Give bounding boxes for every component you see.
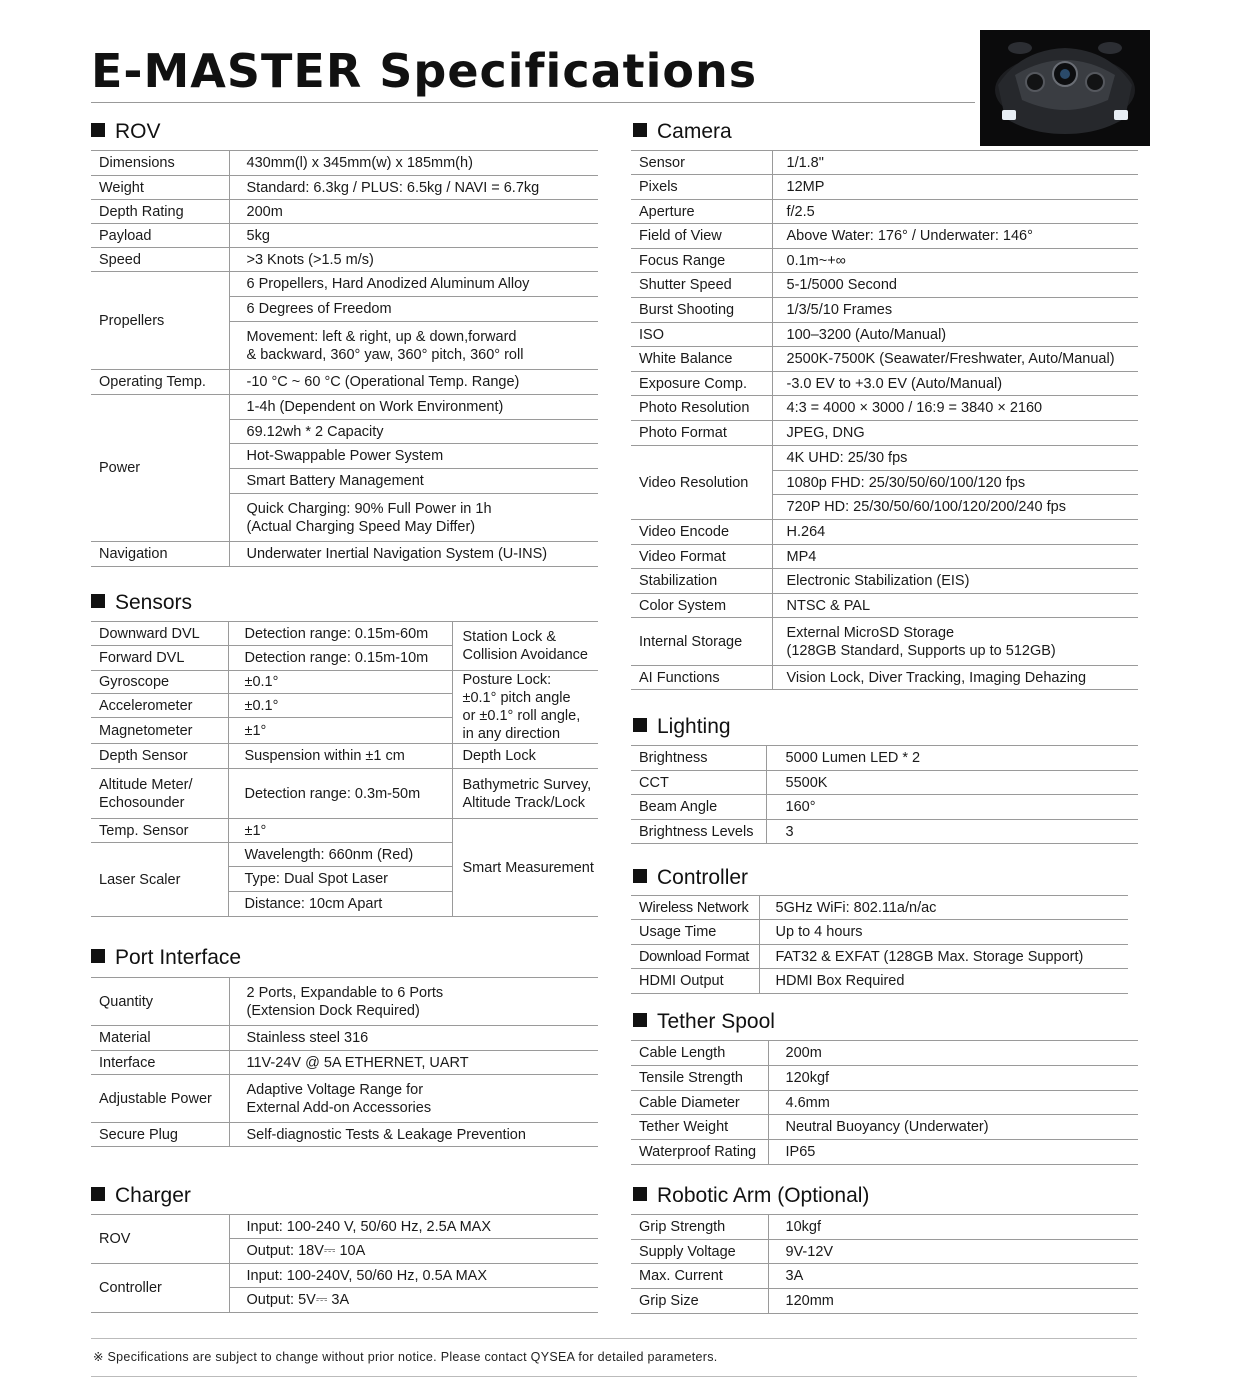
spec-value: ±1°	[228, 819, 452, 843]
table-row	[631, 945, 1128, 969]
port-heading: Port Interface	[91, 946, 241, 970]
table-row	[631, 249, 1138, 273]
spec-key: Stabilization	[631, 569, 772, 594]
spec-key: Pixels	[631, 175, 772, 200]
spec-key: Field of View	[631, 224, 772, 249]
table-row	[631, 396, 1138, 421]
spec-key: Interface	[91, 1051, 229, 1075]
spec-key: Accelerometer	[91, 694, 228, 718]
table-row	[631, 175, 1138, 200]
spec-function: Depth Lock	[452, 744, 598, 769]
spec-value: 1/3/5/10 Frames	[772, 298, 1138, 323]
table-row	[631, 1041, 1138, 1066]
table-row	[631, 323, 1138, 347]
spec-value: 720P HD: 25/30/50/60/100/120/200/240 fps	[772, 495, 1138, 520]
table-row	[631, 1140, 1138, 1165]
table-row	[631, 421, 1138, 446]
spec-value: 10kgf	[768, 1215, 1138, 1240]
table-row	[91, 200, 598, 224]
spec-value: Wavelength: 660nm (Red)	[228, 843, 452, 867]
spec-key: Focus Range	[631, 249, 772, 273]
footer-divider-top	[91, 1338, 1137, 1339]
table-row	[91, 1051, 598, 1075]
spec-value: Self-diagnostic Tests & Leakage Prevention	[229, 1123, 598, 1147]
table-row	[631, 1264, 1138, 1289]
table-row	[631, 347, 1138, 372]
spec-key: Depth Sensor	[91, 744, 228, 769]
camera-heading: Camera	[633, 120, 732, 144]
table-row	[91, 272, 598, 297]
spec-key: Tether Weight	[631, 1115, 768, 1140]
spec-key: Secure Plug	[91, 1123, 229, 1147]
spec-value: FAT32 & EXFAT (128GB Max. Storage Support)	[759, 945, 1128, 969]
spec-value: 2 Ports, Expandable to 6 Ports (Extension Dock Required)	[229, 978, 598, 1026]
table-row	[91, 978, 598, 1026]
spec-value: 2500K-7500K (Seawater/Freshwater, Auto/Manual)	[772, 347, 1138, 372]
spec-value: 160°	[766, 795, 1138, 820]
table-row	[91, 744, 598, 769]
spec-key: Internal Storage	[631, 618, 772, 666]
lighting-heading: Lighting	[633, 715, 731, 739]
tether-heading: Tether Spool	[633, 1010, 775, 1034]
spec-key: Power	[91, 395, 229, 542]
rov-heading: ROV	[91, 120, 161, 144]
spec-value: 0.1m~+∞	[772, 249, 1138, 273]
spec-key: Wireless Network	[631, 896, 759, 920]
spec-key: Grip Strength	[631, 1215, 768, 1240]
table-row	[631, 666, 1138, 690]
table-row	[631, 151, 1138, 175]
spec-value: Electronic Stabilization (EIS)	[772, 569, 1138, 594]
spec-key: Usage Time	[631, 920, 759, 945]
table-row	[631, 224, 1138, 249]
rov-spec-table	[91, 150, 598, 567]
spec-key: Brightness Levels	[631, 820, 766, 844]
table-row	[631, 372, 1138, 396]
table-row	[631, 545, 1138, 569]
spec-value: Standard: 6.3kg / PLUS: 6.5kg / NAVI = 6.7kg	[229, 176, 598, 200]
title-divider	[91, 102, 975, 103]
spec-key: Depth Rating	[91, 200, 229, 224]
table-row	[631, 969, 1128, 994]
spec-key: Grip Size	[631, 1289, 768, 1314]
footer-note: ※ Specifications are subject to change without prior notice. Please contact QYSEA for detailed parameters.	[93, 1350, 718, 1364]
robotic-arm-spec-table	[631, 1214, 1138, 1314]
spec-value: 4:3 = 4000 × 3000 / 16:9 = 3840 × 2160	[772, 396, 1138, 421]
spec-value: Vision Lock, Diver Tracking, Imaging Dehazing	[772, 666, 1138, 690]
spec-key: Exposure Comp.	[631, 372, 772, 396]
table-row	[631, 594, 1138, 618]
lighting-spec-table	[631, 745, 1138, 844]
spec-key: Temp. Sensor	[91, 819, 228, 843]
table-row	[91, 176, 598, 200]
spec-value: JPEG, DNG	[772, 421, 1138, 446]
spec-value: 4K UHD: 25/30 fps	[772, 446, 1138, 471]
spec-value: Suspension within ±1 cm	[228, 744, 452, 769]
spec-function: Posture Lock: ±0.1° pitch angle or ±0.1° roll angle, in any direction	[452, 671, 598, 744]
table-row	[631, 520, 1138, 545]
spec-key: Photo Resolution	[631, 396, 772, 421]
spec-value: Smart Battery Management	[229, 469, 598, 494]
table-row	[631, 771, 1138, 795]
spec-value: 4.6mm	[768, 1091, 1138, 1115]
table-row	[631, 1289, 1138, 1314]
spec-value: >3 Knots (>1.5 m/s)	[229, 248, 598, 272]
tether-spec-table	[631, 1040, 1138, 1165]
spec-value: 9V-12V	[768, 1240, 1138, 1264]
spec-value: HDMI Box Required	[759, 969, 1128, 994]
sensors-spec-table	[91, 621, 598, 917]
spec-key: Forward DVL	[91, 646, 228, 671]
spec-value: Up to 4 hours	[759, 920, 1128, 945]
product-image	[980, 30, 1150, 146]
spec-key: Video Encode	[631, 520, 772, 545]
spec-value: Adaptive Voltage Range for External Add-on Accessories	[229, 1075, 598, 1123]
spec-key: Gyroscope	[91, 671, 228, 694]
table-row	[91, 224, 598, 248]
table-row	[631, 1115, 1138, 1140]
spec-key: White Balance	[631, 347, 772, 372]
spec-value: Output: 5V⎓ 3A	[229, 1288, 598, 1313]
spec-value: f/2.5	[772, 200, 1138, 224]
spec-key: Payload	[91, 224, 229, 248]
spec-value: ±0.1°	[228, 671, 452, 694]
spec-value: Movement: left & right, up & down,forward & backward, 360° yaw, 360° pitch, 360° roll	[229, 322, 598, 370]
table-row	[631, 569, 1138, 594]
spec-value: 200m	[768, 1041, 1138, 1066]
spec-key: Material	[91, 1026, 229, 1051]
table-row	[631, 896, 1128, 920]
table-row	[631, 446, 1138, 471]
spec-key: Dimensions	[91, 151, 229, 176]
spec-value: -10 °C ~ 60 °C (Operational Temp. Range)	[229, 370, 598, 395]
spec-value: Distance: 10cm Apart	[228, 892, 452, 917]
spec-key: Beam Angle	[631, 795, 766, 820]
spec-key: Brightness	[631, 746, 766, 771]
robotic-arm-heading: Robotic Arm (Optional)	[633, 1184, 869, 1208]
spec-value: 11V-24V @ 5A ETHERNET, UART	[229, 1051, 598, 1075]
spec-key: Downward DVL	[91, 622, 228, 646]
spec-value: Underwater Inertial Navigation System (U-INS)	[229, 542, 598, 567]
spec-value: Hot-Swappable Power System	[229, 444, 598, 469]
spec-value: NTSC & PAL	[772, 594, 1138, 618]
spec-key: Altitude Meter/ Echosounder	[91, 769, 228, 819]
table-row	[631, 618, 1138, 666]
spec-value: Quick Charging: 90% Full Power in 1h (Actual Charging Speed May Differ)	[229, 494, 598, 542]
spec-value: Neutral Buoyancy (Underwater)	[768, 1115, 1138, 1140]
spec-key: Color System	[631, 594, 772, 618]
spec-key: Operating Temp.	[91, 370, 229, 395]
spec-value: Detection range: 0.15m-10m	[228, 646, 452, 671]
spec-value: Above Water: 176° / Underwater: 146°	[772, 224, 1138, 249]
charger-heading: Charger	[91, 1184, 191, 1208]
spec-value: 120kgf	[768, 1066, 1138, 1091]
spec-key: Weight	[91, 176, 229, 200]
spec-value: MP4	[772, 545, 1138, 569]
table-row	[631, 1215, 1138, 1240]
table-row	[91, 248, 598, 272]
spec-value: 5-1/5000 Second	[772, 273, 1138, 298]
spec-key: Sensor	[631, 151, 772, 175]
spec-key: Magnetometer	[91, 718, 228, 744]
spec-value: 120mm	[768, 1289, 1138, 1314]
spec-value: Stainless steel 316	[229, 1026, 598, 1051]
spec-key: Tensile Strength	[631, 1066, 768, 1091]
spec-value: Type: Dual Spot Laser	[228, 867, 452, 892]
table-row	[91, 622, 598, 646]
table-row	[91, 1123, 598, 1147]
spec-function: Smart Measurement	[452, 819, 598, 917]
table-row	[91, 370, 598, 395]
spec-value: Detection range: 0.15m-60m	[228, 622, 452, 646]
table-row	[631, 1066, 1138, 1091]
charger-spec-table	[91, 1214, 598, 1313]
spec-key: Cable Diameter	[631, 1091, 768, 1115]
spec-key: Video Resolution	[631, 446, 772, 520]
table-row	[631, 200, 1138, 224]
spec-value: 5000 Lumen LED * 2	[766, 746, 1138, 771]
port-spec-table	[91, 977, 598, 1147]
table-row	[631, 746, 1138, 771]
spec-function: Bathymetric Survey, Altitude Track/Lock	[452, 769, 598, 819]
table-row	[91, 1075, 598, 1123]
rov-drone-icon	[980, 30, 1150, 146]
table-row	[91, 819, 598, 843]
spec-key: Max. Current	[631, 1264, 768, 1289]
table-row	[91, 1026, 598, 1051]
spec-key: CCT	[631, 771, 766, 795]
controller-heading: Controller	[633, 866, 748, 890]
table-row	[631, 1091, 1138, 1115]
table-row	[631, 298, 1138, 323]
spec-key: Download Format	[631, 945, 759, 969]
table-row	[631, 273, 1138, 298]
spec-value: Input: 100-240V, 50/60 Hz, 0.5A MAX	[229, 1264, 598, 1288]
spec-key: Video Format	[631, 545, 772, 569]
table-row	[91, 395, 598, 420]
spec-value: 1080p FHD: 25/30/50/60/100/120 fps	[772, 471, 1138, 495]
spec-value: ±0.1°	[228, 694, 452, 718]
spec-value: 5500K	[766, 771, 1138, 795]
footer-divider-bottom	[91, 1376, 1137, 1377]
table-row	[91, 151, 598, 176]
table-row	[91, 671, 598, 694]
table-row	[631, 1240, 1138, 1264]
spec-value: 3A	[768, 1264, 1138, 1289]
spec-value: Input: 100-240 V, 50/60 Hz, 2.5A MAX	[229, 1215, 598, 1239]
spec-value: IP65	[768, 1140, 1138, 1165]
spec-value: Detection range: 0.3m-50m	[228, 769, 452, 819]
spec-key: ROV	[91, 1215, 229, 1264]
spec-key: ISO	[631, 323, 772, 347]
spec-value: 200m	[229, 200, 598, 224]
table-row	[91, 1215, 598, 1239]
spec-key: Waterproof Rating	[631, 1140, 768, 1165]
spec-key: AI Functions	[631, 666, 772, 690]
spec-value: 6 Degrees of Freedom	[229, 297, 598, 322]
spec-value: 100–3200 (Auto/Manual)	[772, 323, 1138, 347]
spec-value: 12MP	[772, 175, 1138, 200]
camera-spec-table	[631, 150, 1138, 690]
spec-value: 3	[766, 820, 1138, 844]
spec-value: -3.0 EV to +3.0 EV (Auto/Manual)	[772, 372, 1138, 396]
spec-value: 6 Propellers, Hard Anodized Aluminum Alloy	[229, 272, 598, 297]
table-row	[631, 820, 1138, 844]
page-title: E-MASTER Specifications	[91, 44, 758, 98]
controller-spec-table	[631, 895, 1128, 994]
spec-value: 69.12wh * 2 Capacity	[229, 420, 598, 444]
spec-key: Adjustable Power	[91, 1075, 229, 1123]
spec-value: H.264	[772, 520, 1138, 545]
spec-key: Burst Shooting	[631, 298, 772, 323]
spec-key: Propellers	[91, 272, 229, 370]
spec-key: Aperture	[631, 200, 772, 224]
spec-key: Laser Scaler	[91, 843, 228, 917]
table-row	[91, 769, 598, 819]
spec-key: Controller	[91, 1264, 229, 1313]
spec-value: 430mm(l) x 345mm(w) x 185mm(h)	[229, 151, 598, 176]
spec-key: Speed	[91, 248, 229, 272]
spec-key: HDMI Output	[631, 969, 759, 994]
spec-key: Photo Format	[631, 421, 772, 446]
spec-value: External MicroSD Storage (128GB Standard, Supports up to 512GB)	[772, 618, 1138, 666]
table-row	[631, 795, 1138, 820]
spec-function: Station Lock & Collision Avoidance	[452, 622, 598, 671]
sensors-heading: Sensors	[91, 591, 192, 615]
spec-key: Supply Voltage	[631, 1240, 768, 1264]
table-row	[91, 1264, 598, 1288]
spec-key: Cable Length	[631, 1041, 768, 1066]
table-row	[91, 542, 598, 567]
spec-value: Output: 18V⎓ 10A	[229, 1239, 598, 1264]
spec-value: 5GHz WiFi: 802.11a/n/ac	[759, 896, 1128, 920]
spec-key: Shutter Speed	[631, 273, 772, 298]
spec-value: 1-4h (Dependent on Work Environment)	[229, 395, 598, 420]
spec-value: 5kg	[229, 224, 598, 248]
spec-key: Quantity	[91, 978, 229, 1026]
spec-value: 1/1.8"	[772, 151, 1138, 175]
spec-value: ±1°	[228, 718, 452, 744]
table-row	[631, 920, 1128, 945]
spec-key: Navigation	[91, 542, 229, 567]
